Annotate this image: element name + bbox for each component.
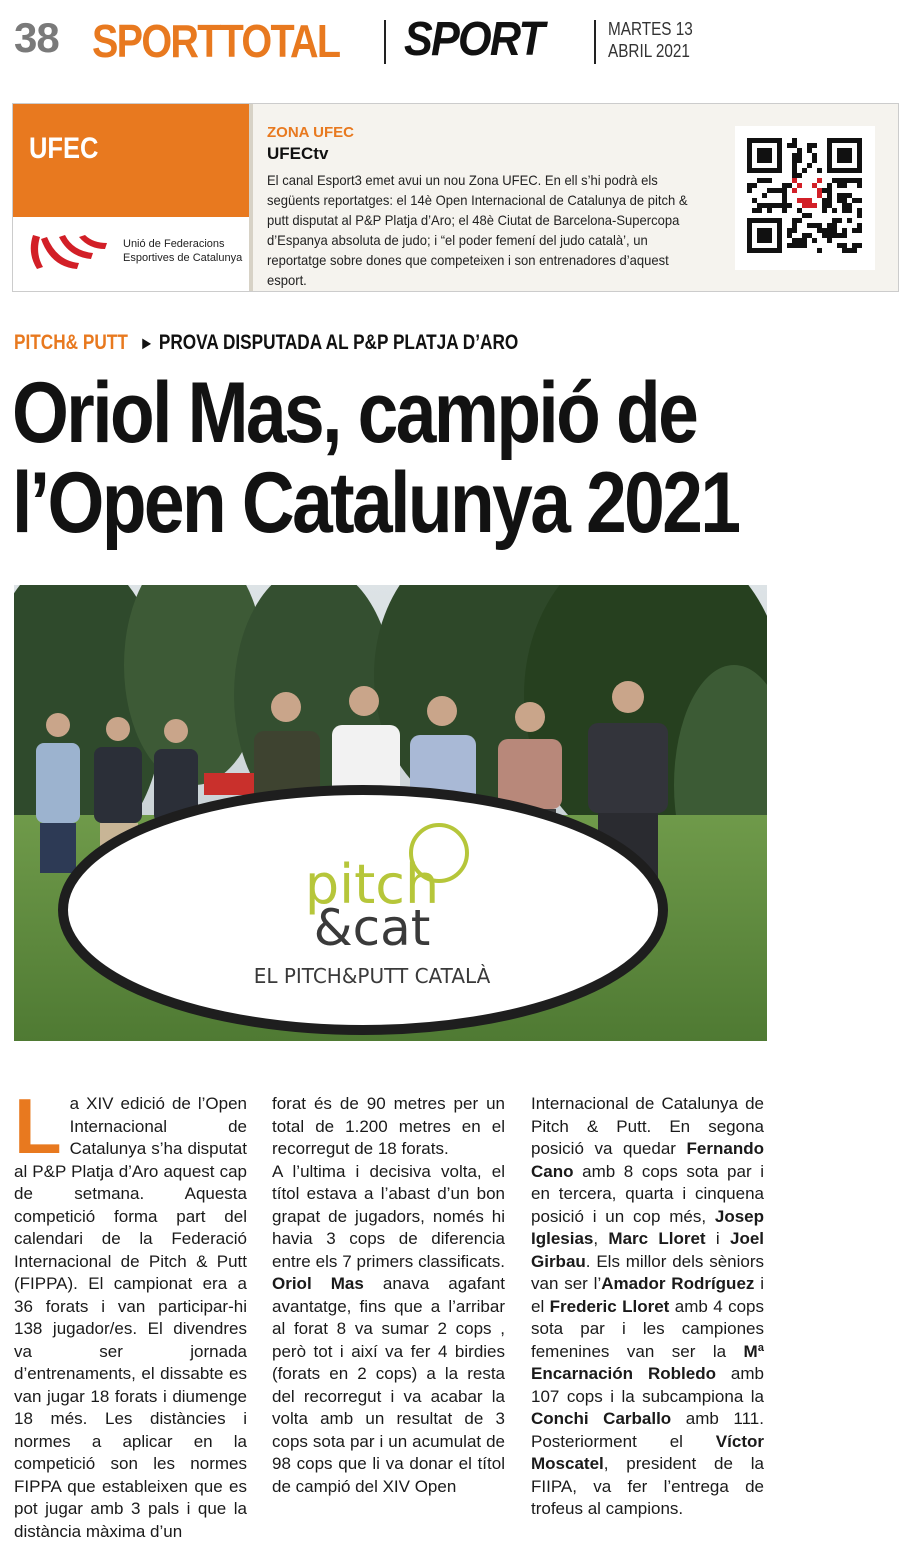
kicker-summary: PROVA DISPUTADA AL P&P PLATJA D’ARO [158, 331, 519, 354]
ufec-promo-box [12, 103, 899, 292]
column-text: amb 4 cops sota par i les campiones femenines van ser la [531, 1296, 764, 1361]
player-name: Marc Lloret [608, 1229, 706, 1248]
page-number: 38 [14, 14, 59, 61]
masthead-divider [384, 20, 386, 64]
player-name: Frederic Lloret [549, 1296, 670, 1316]
date-day: MARTES 13 [608, 19, 693, 39]
ufec-logo [13, 217, 249, 291]
article-headline [12, 365, 760, 551]
qr-code[interactable] [735, 126, 875, 270]
column-text: Internacional de Catalunya de Pitch & Putt. En segona posició va quedar [531, 1094, 764, 1158]
article-kicker [14, 331, 518, 355]
article-column-1 [14, 1082, 247, 1543]
kicker-category: PITCH& PUTT [14, 331, 128, 354]
player-name: Conchi Carballo [531, 1409, 672, 1428]
masthead-divider [594, 20, 596, 64]
player-name: Víctor Moscatel [531, 1431, 764, 1473]
ufec-logo-line: Unió de Federacions [123, 238, 225, 250]
column-text: amb 111. Posteriorment el [531, 1409, 764, 1451]
column-text: anava agafant avantatge, fins que a l’arribar al forat 8 va sumar 2 cops , però tot i així va fer 4 birdies (forats en 2 cops) a la resta del recorregut i va acabar la volta amb un resultat de 3 cops sota par i un acumulat de 98 cops que li va donar el títol de campió del XIV Open [272, 1274, 505, 1496]
headline-line: l’Open Catalunya 2021 [12, 455, 739, 551]
ufec-tag: UFEC [29, 132, 99, 165]
article-paragraph [531, 1093, 764, 1521]
column-text: , [593, 1229, 599, 1248]
column-text: i [715, 1229, 720, 1248]
article-column-2 [272, 1093, 505, 1498]
article-paragraph: forat és de 90 metres per un total de 1.200 metres en el recorregut de 18 forats. [272, 1094, 505, 1158]
banner-cat-text: &cat [313, 899, 431, 957]
date-month-year: ABRIL 2021 [608, 41, 690, 61]
newspaper-brand: SPORT [404, 13, 544, 66]
play-arrow-icon: ► [139, 333, 154, 353]
ufec-logo-text [123, 237, 242, 265]
column-text: amb 107 cops i la subcampiona la [531, 1364, 764, 1406]
banner-pitch-text: pitch [304, 853, 440, 916]
article-paragraph [272, 1161, 505, 1499]
column-text: , president de la FIIPA, va fer l’entrega de trofeus al campions. [531, 1454, 764, 1518]
headline-line: Oriol Mas, campió de [12, 365, 697, 461]
column-text: A l’ultima i decisiva volta, el títol estava a l’abast d’un bon grapat de jugadors, només hi havia 3 cops de diferencia entre els 7 primers classificats. [272, 1161, 505, 1271]
player-name: Joel Girbau [531, 1229, 765, 1271]
banner-caption: EL PITCH&PUTT CATALÀ [253, 964, 491, 988]
column-text: . Els millor dels sèniors van ser l’ [531, 1251, 764, 1293]
section-name: SPORTTOTAL [92, 15, 340, 67]
column-text: amb 8 cops sota par i en tercera, quarta i cinquena posició i un cop més, [531, 1161, 765, 1226]
player-name: Mª Encarnación Robledo [531, 1341, 764, 1383]
award-ceremony-photo [14, 585, 767, 1041]
zone-title: ZONA UFEC [267, 124, 354, 141]
ufec-divider [249, 104, 253, 291]
ufec-logo-line: Esportives de Catalunya [123, 252, 243, 264]
player-name: Fernando Cano [531, 1139, 764, 1181]
article-column-3 [531, 1093, 764, 1521]
column-text: a XIV edició de l’Open Internacional de Catalunya s’ha disputat al P&P Platja d’Aro aquest cap de setmana. Aquesta competició forma part del calendari de la Federació Internacional de Pitch & Putt (FIPPA). El campionat era a 36 forats i van participar-hi 138 jugador/es. El divendres va ser jornada d’entrenaments, el dissabte es van jugar 18 forats i diumenge 18 més. Les distàncies i normes a aplicar en la competició son les normes FIPPA que estableixen que es pot jugar amb 3 pals i que la distància màxima d’un [14, 1094, 247, 1541]
drop-cap: L [14, 1082, 62, 1170]
article-paragraph [14, 1082, 247, 1543]
column-text: i el [531, 1274, 765, 1316]
qr-code-icon [735, 126, 875, 270]
player-name: Josep Iglesias [531, 1206, 764, 1248]
player-name: Oriol Mas [272, 1274, 364, 1293]
zone-body-text: El canal Esport3 emet avui un nou Zona UFEC. En ell s’hi podrà els següents reportatges: el 14è Open Internacional de Catalunya de pitch & putt disputat al P&P Platja d’Aro; el 48è Ciutat de Barcelona-Supercopa d’Espanya absoluta de judo; i “el poder femení del judo català’, un reportatge sobre dones que competeixen i son entrenadores d’aquest esport. [267, 172, 688, 288]
player-name: Amador Rodríguez [601, 1274, 755, 1293]
masthead [14, 12, 894, 68]
ufec-logo-icon [23, 229, 113, 277]
zone-subtitle: UFECtv [267, 144, 329, 163]
dateline [608, 18, 693, 62]
ufec-tag-block [13, 104, 249, 217]
